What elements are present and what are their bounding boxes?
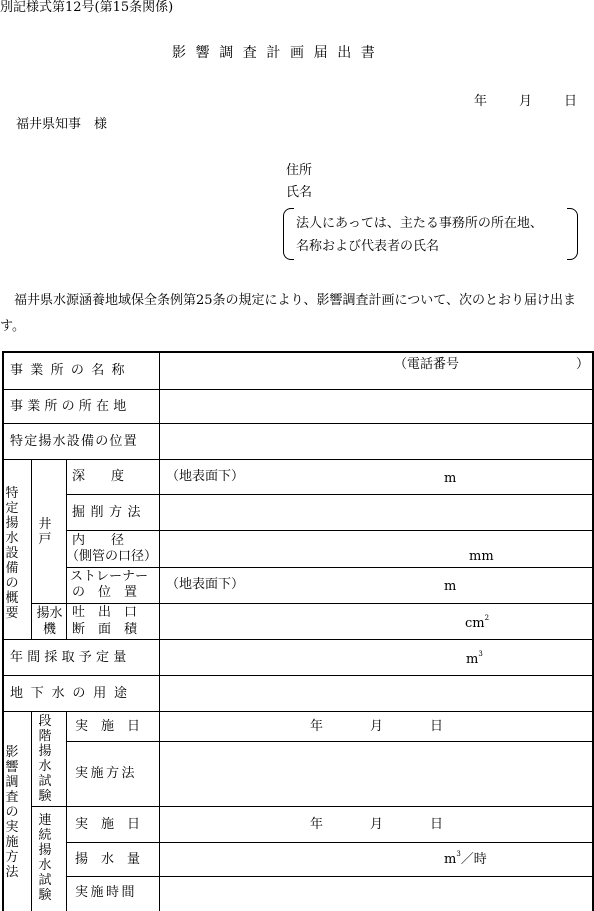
- table-border-left: [2, 351, 4, 911]
- pump-machine-label: 揚水機: [36, 606, 63, 637]
- row-line: [2, 639, 594, 640]
- impl-time-label: 実施時間: [75, 885, 138, 900]
- phone-label: （電話番号: [394, 357, 460, 372]
- facility-location-label: 特定揚水設備の位置: [10, 434, 138, 449]
- name-label: 氏名: [286, 185, 313, 200]
- office-name-field[interactable]: [166, 372, 586, 386]
- row-line: [2, 459, 594, 460]
- date-month: 月: [519, 94, 533, 109]
- staged-day: 日: [430, 719, 444, 734]
- date-year: 年: [474, 94, 488, 109]
- continuous-day: 日: [430, 817, 444, 832]
- right-bracket: [567, 208, 578, 260]
- col-divider-main: [159, 351, 160, 911]
- strainer-below-surface: （地表面下）: [166, 577, 245, 592]
- strainer-position: の 位 置: [72, 585, 138, 600]
- body-paragraph: 福井県水源涵養地域保全条例第25条の規定により、影響調査計画について、次のとおり届け出ます。: [0, 293, 577, 334]
- outlet-label: 吐 出 口: [72, 605, 138, 620]
- continuous-year: 年: [310, 817, 324, 832]
- corporate-note-line2: 名称および代表者の氏名: [296, 239, 440, 254]
- document-title: 影響調査計画届出書: [172, 45, 385, 61]
- office-location-field[interactable]: [166, 393, 586, 419]
- pumping-amount-unit: $m^3/$時: [444, 850, 487, 867]
- staged-month: 月: [370, 719, 384, 734]
- office-name-label: 事業所の名称: [10, 363, 132, 378]
- strainer-label: ストレーナー: [70, 569, 149, 584]
- row-line: [66, 567, 594, 568]
- drilling-method-label: 掘削方法: [72, 505, 147, 520]
- staged-test-label: 段階揚水試験: [38, 714, 52, 804]
- well-label: 井戸: [38, 517, 52, 547]
- col-line: [31, 711, 32, 911]
- row-line: [66, 494, 594, 495]
- staged-date-label: 実 施 日: [75, 719, 141, 734]
- addressee: 福井県知事 様: [16, 117, 108, 132]
- pumping-amount-label: 揚 水 量: [75, 852, 141, 867]
- row-line: [66, 876, 594, 877]
- row-line: [2, 711, 594, 712]
- row-line: [31, 603, 594, 604]
- annual-amount-unit: $m^3$: [466, 650, 483, 667]
- row-line: [66, 842, 594, 843]
- outlet-area-label: 断 面 積: [72, 622, 138, 637]
- continuous-date-label: 実 施 日: [75, 817, 141, 832]
- continuous-month: 月: [370, 817, 384, 832]
- row-line: [31, 806, 594, 807]
- col-line: [31, 459, 32, 639]
- annual-amount-label: 年間採取予定量: [10, 650, 131, 665]
- depth-below-surface: （地表面下）: [166, 469, 245, 484]
- date-line: [474, 95, 577, 108]
- inner-diameter-label: 内 径: [72, 533, 125, 548]
- staged-year: 年: [310, 719, 324, 734]
- survey-method-label: 影響調査の実施方法: [5, 745, 19, 880]
- strainer-unit: m: [444, 579, 457, 594]
- depth-unit: m: [444, 471, 457, 486]
- row-line: [2, 389, 594, 390]
- row-line: [2, 423, 594, 424]
- staged-method-label: 実施方法: [75, 766, 138, 781]
- corporate-note-line1: 法人にあっては、主たる事務所の所在地、: [296, 216, 543, 231]
- groundwater-use-field[interactable]: [166, 680, 586, 706]
- office-location-label: 事業所の所在地: [10, 399, 131, 414]
- diameter-unit: mm: [469, 549, 494, 564]
- continuous-test-label: 連続揚水試験: [38, 813, 52, 903]
- facility-outline-label: 特定揚水設備の概要: [5, 486, 19, 621]
- facility-location-field[interactable]: [166, 428, 586, 454]
- outlet-unit: $cm^2$: [465, 614, 490, 631]
- inner-diameter-sub: （側管の口径）: [66, 549, 158, 564]
- groundwater-use-label: 地下水の用途: [10, 686, 135, 701]
- row-line: [66, 741, 594, 742]
- left-bracket: [283, 208, 294, 260]
- impl-time-field[interactable]: [166, 880, 586, 906]
- row-line: [2, 675, 594, 676]
- phone-close: ）: [576, 357, 590, 372]
- drilling-method-field[interactable]: [166, 499, 586, 525]
- table-border-top: [2, 351, 594, 353]
- date-day: 日: [564, 94, 578, 109]
- row-line: [66, 530, 594, 531]
- address-label: 住所: [286, 163, 313, 178]
- form-code: 別記様式第12号(第15条関係): [0, 0, 174, 15]
- depth-label: 深 度: [72, 469, 125, 484]
- staged-method-field[interactable]: [166, 746, 586, 802]
